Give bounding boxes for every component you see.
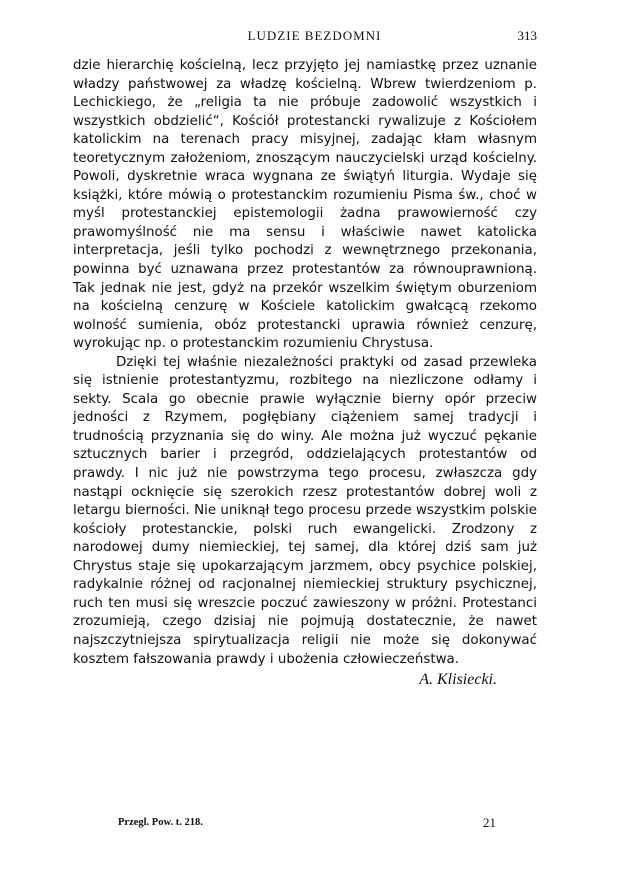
running-title: LUDZIE BEZDOMNI [247, 28, 382, 43]
paragraph: Dzięki tej właśnie niezależności praktyki od zasad przewleka się istnienie protestantyzmu, rozbitego na niezliczone odłamy i sekty. Scala go obecnie prawie wyłącznie bierny opór przeciw jedności z Rzymem, pogłębiany ciążeniem samej tradycji i trudnością przyznania się do winy. Ale można już wyczuć pękanie sztucznych barier i przegród, oddzielających protestantów od prawdy. I nic już nie powstrzyma tego procesu, zwłaszcza gdy nastąpi ocknięcie się szerokich rzesz protestantów dobrej woli z letargu bierności. Nie uniknął tego procesu przede wszystkim polskie kościoły protestanckie, polski ruch ewangelicki. Zrodzony z narodowej dumy niemieckiej, tej samej, dla której dziś sam już Chrystus staje się upokarzającym jarzmem, obcy psychice polskiej, radykalnie różnej od racjonalnej niemieckiej struktury psychicznej, ruch ten musi się wreszcie poczuć zawieszony w próżni. Protestanci zrozumieją, czego dzisiaj nie pojmują dostatecznie, że nawet najszczytniejsza spirytualizacja religii nie może się dokonywać kosztem fałszowania prawdy i ubożenia człowieczeństwa. [73, 354, 537, 667]
paragraph: dzie hierarchię kościelną, lecz przyjęto jej namiastkę przez uznanie władzy państwowej za władzę kościelną. Wbrew twierdzeniom p. Lechickiego, że „religia ta nie próbuje zadowolić wszystkich i wszystkich obdzielić“, Kościół protestancki rywalizuje z Kościołem katolickim na terenach pracy misyjnej, zadając kłam własnym teoretycznym założeniom, znoszącym nauczycielski urząd kościelny. Powoli, dyskretnie wraca wygnana ze świątyń liturgia. Wydaje się książki, które mówią o protestanckim rozumieniu Pisma św., choć w myśl protestanckiej epistemologii żadna prawowierność czy prawomyślność nie ma sensu i właściwie nawet katolicka interpretacja, jeśli tylko pochodzi z wewnętrznego przekonania, powinna być uznawana przez protestantów za równouprawnioną. Tak jednak nie jest, gdyż na przekór wszelkim świętym oburzeniom na kościelną cenzurę w Kościele katolickim gwałcącą rzekomo wolność sumienia, obóz protestancki uprawia również cenzurę, wyrokując np. o protestanckim rozumieniu Chrystusa. [73, 58, 537, 352]
footer-source: Przegl. Pow. t. 218. [118, 817, 203, 828]
article-body [73, 57, 537, 690]
page-number: 313 [517, 28, 537, 43]
footer-signature-mark: 21 [483, 815, 496, 830]
author-signature: A. Klisiecki. [419, 671, 497, 689]
